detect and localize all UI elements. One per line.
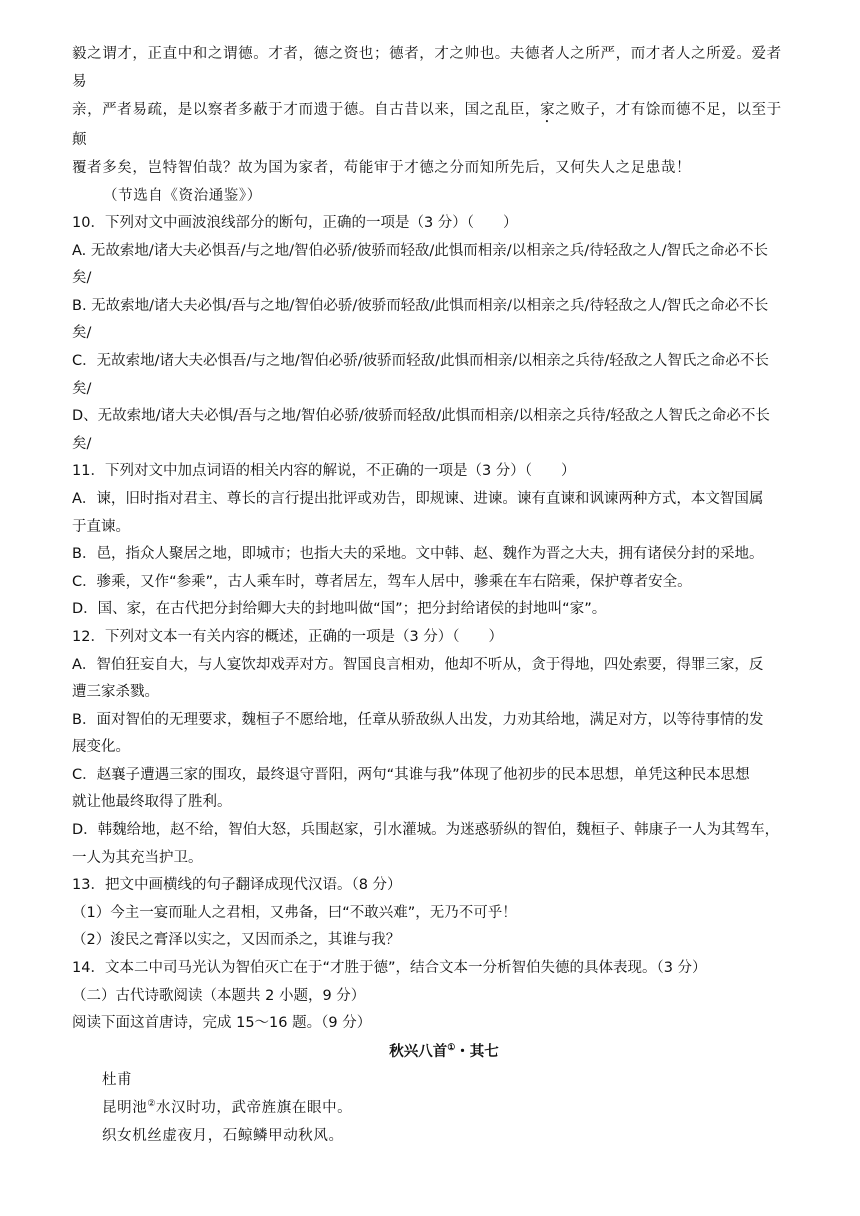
option-d: D．国、家，在古代把分封给卿大夫的封地叫做“国”；把分封给诸侯的封地叫“家”。 bbox=[72, 601, 607, 618]
poem-line bbox=[72, 1094, 796, 1122]
option-c: C．赵襄子遭遇三家的围攻，最终退守晋阳，两句“其谁与我”体现了他初步的民本思想，单凭这种民本思想 bbox=[72, 766, 750, 783]
poem-text: 昆明池 bbox=[102, 1099, 148, 1116]
question-10 bbox=[72, 210, 796, 458]
passage-line bbox=[72, 96, 796, 154]
footnote-marker: ② bbox=[147, 1098, 156, 1109]
option-d-continued: 一人为其充当护卫。 bbox=[72, 849, 203, 866]
option-b: B．面对智伯的无理要求，魏桓子不愿给地，任章从骄敌纵人出发，力劝其给地，满足对方，以等待事情的发 bbox=[72, 711, 764, 728]
poem bbox=[72, 1038, 796, 1150]
question-12 bbox=[72, 624, 796, 872]
question-stem: 14．文本二中司马光认为智伯灭亡在于“才胜于德”，结合文本一分析智伯失德的具体表现。（3 分） bbox=[72, 960, 707, 977]
option-a: A. 无故索地/诸大夫必惧吾/与之地/智伯必骄/彼骄而轻敌/此惧而相亲/以相亲之兵/待轻敌之人/智氏之命必不长 bbox=[72, 242, 768, 259]
question-stem: 13．把文中画横线的句子翻译成现代汉语。（8 分） bbox=[72, 877, 402, 894]
footnote-marker: ① bbox=[447, 1042, 456, 1053]
passage-line: 覆者多矣，岂特智伯哉？故为国为家者，苟能审于才德之分而知所先后，又何失人之足患哉！ bbox=[72, 160, 692, 176]
option-c-continued: 就让他最终取得了胜利。 bbox=[72, 794, 232, 811]
option-b: B．邑，指众人聚居之地，即城市；也指大夫的采地。文中韩、赵、魏作为晋之大夫，拥有诸侯分封的采地。 bbox=[72, 546, 764, 563]
option-d: D．韩魏给地，赵不给，智伯大怒，兵围赵家，引水灌城。为迷惑骄纵的智伯，魏桓子、韩康子一人为其驾车， bbox=[72, 822, 780, 839]
passage-source: （节选自《资治通鉴》） bbox=[103, 188, 262, 204]
question-stem: 12．下列对文本一有关内容的概述，正确的一项是（3 分）（ ） bbox=[72, 628, 504, 645]
passage-text: 亲，严者易疏，是以察者多蔽于才而遗于德。自古昔以来，国之乱臣， bbox=[72, 102, 541, 118]
section-poetry bbox=[72, 983, 796, 1038]
translation-sentence-2: （2）浚民之膏泽以实之，又因而杀之，其谁与我？ bbox=[72, 932, 401, 949]
poem-title-suffix: ・其七 bbox=[455, 1042, 499, 1060]
option-c: C．骖乘，又作“参乘”，古人乘车时，尊者居左，驾车人居中，骖乘在车右陪乘，保护尊者安全。 bbox=[72, 573, 692, 590]
option-a-continued: 矣/ bbox=[72, 270, 92, 287]
classical-passage bbox=[72, 40, 796, 210]
exam-page bbox=[72, 40, 796, 1150]
question-11 bbox=[72, 458, 796, 624]
option-c: C．无故索地/诸大夫必惧吾/与之地/智伯必骄/彼骄而轻敌/此惧而相亲/以相亲之兵待/轻敌之人智氏之命必不长 bbox=[72, 352, 769, 369]
option-b: B. 无故索地/诸大夫必惧/吾与之地/智伯必骄/彼骄而轻敌/此惧而相亲/以相亲之兵/待轻敌之人/智氏之命必不长 bbox=[72, 297, 769, 314]
question-14 bbox=[72, 955, 796, 983]
poem-text: 水汉时功，武帝旌旗在眼中。 bbox=[155, 1099, 353, 1116]
option-d-continued: 矣/ bbox=[72, 435, 92, 452]
section-intro: 阅读下面这首唐诗，完成 15～16 题。（9 分） bbox=[72, 1015, 372, 1032]
option-c-continued: 矣/ bbox=[72, 380, 92, 397]
poem-line: 织女机丝虚夜月，石鲸鳞甲动秋风。 bbox=[102, 1127, 344, 1144]
question-stem: 11．下列对文中加点词语的相关内容的解说，不正确的一项是（3 分）（ ） bbox=[72, 463, 576, 480]
translation-sentence-1: （1）今主一宴而耻人之君相，又弗备，曰“不敢兴难”，无乃不可乎！ bbox=[72, 904, 517, 921]
option-a: A．智伯狂妄自大，与人宴饮却戏弄对方。智国良言相劝，他却不听从，贪于得地，四处索要，得罪三家，反 bbox=[72, 656, 764, 673]
passage-line: 毅之谓才，正直中和之谓德。才者，德之资也；德者，才之帅也。夫德者人之所严，而才者人之所爱。爱者易 bbox=[72, 46, 782, 90]
question-stem: 10．下列对文中画波浪线部分的断句，正确的一项是（3 分）（ ） bbox=[72, 215, 518, 231]
poem-title-text: 秋兴八首 bbox=[389, 1042, 448, 1060]
poem-title bbox=[72, 1038, 796, 1066]
option-b-continued: 矣/ bbox=[72, 325, 92, 342]
question-13 bbox=[72, 872, 796, 955]
option-b-continued: 展变化。 bbox=[72, 739, 130, 756]
section-heading: （二）古代诗歌阅读（本题共 2 小题，9 分） bbox=[72, 987, 366, 1004]
option-a-continued: 遭三家杀戮。 bbox=[72, 684, 159, 701]
dotted-word: 家 bbox=[540, 102, 556, 118]
option-d: D、无故索地/诸大夫必惧/吾与之地/智伯必骄/彼骄而轻敌/此惧而相亲/以相亲之兵待/轻敌之人智氏之命必不长 bbox=[72, 408, 770, 425]
option-a-continued: 于直谏。 bbox=[72, 518, 130, 535]
poem-author: 杜甫 bbox=[102, 1071, 133, 1088]
option-a: A．谏，旧时指对君主、尊长的言行提出批评或劝告，即规谏、进谏。谏有直谏和讽谏两种方式，本文智国属 bbox=[72, 490, 764, 507]
passage-text: 之败子，才有馀而德不足，以至于颠 bbox=[72, 102, 782, 148]
